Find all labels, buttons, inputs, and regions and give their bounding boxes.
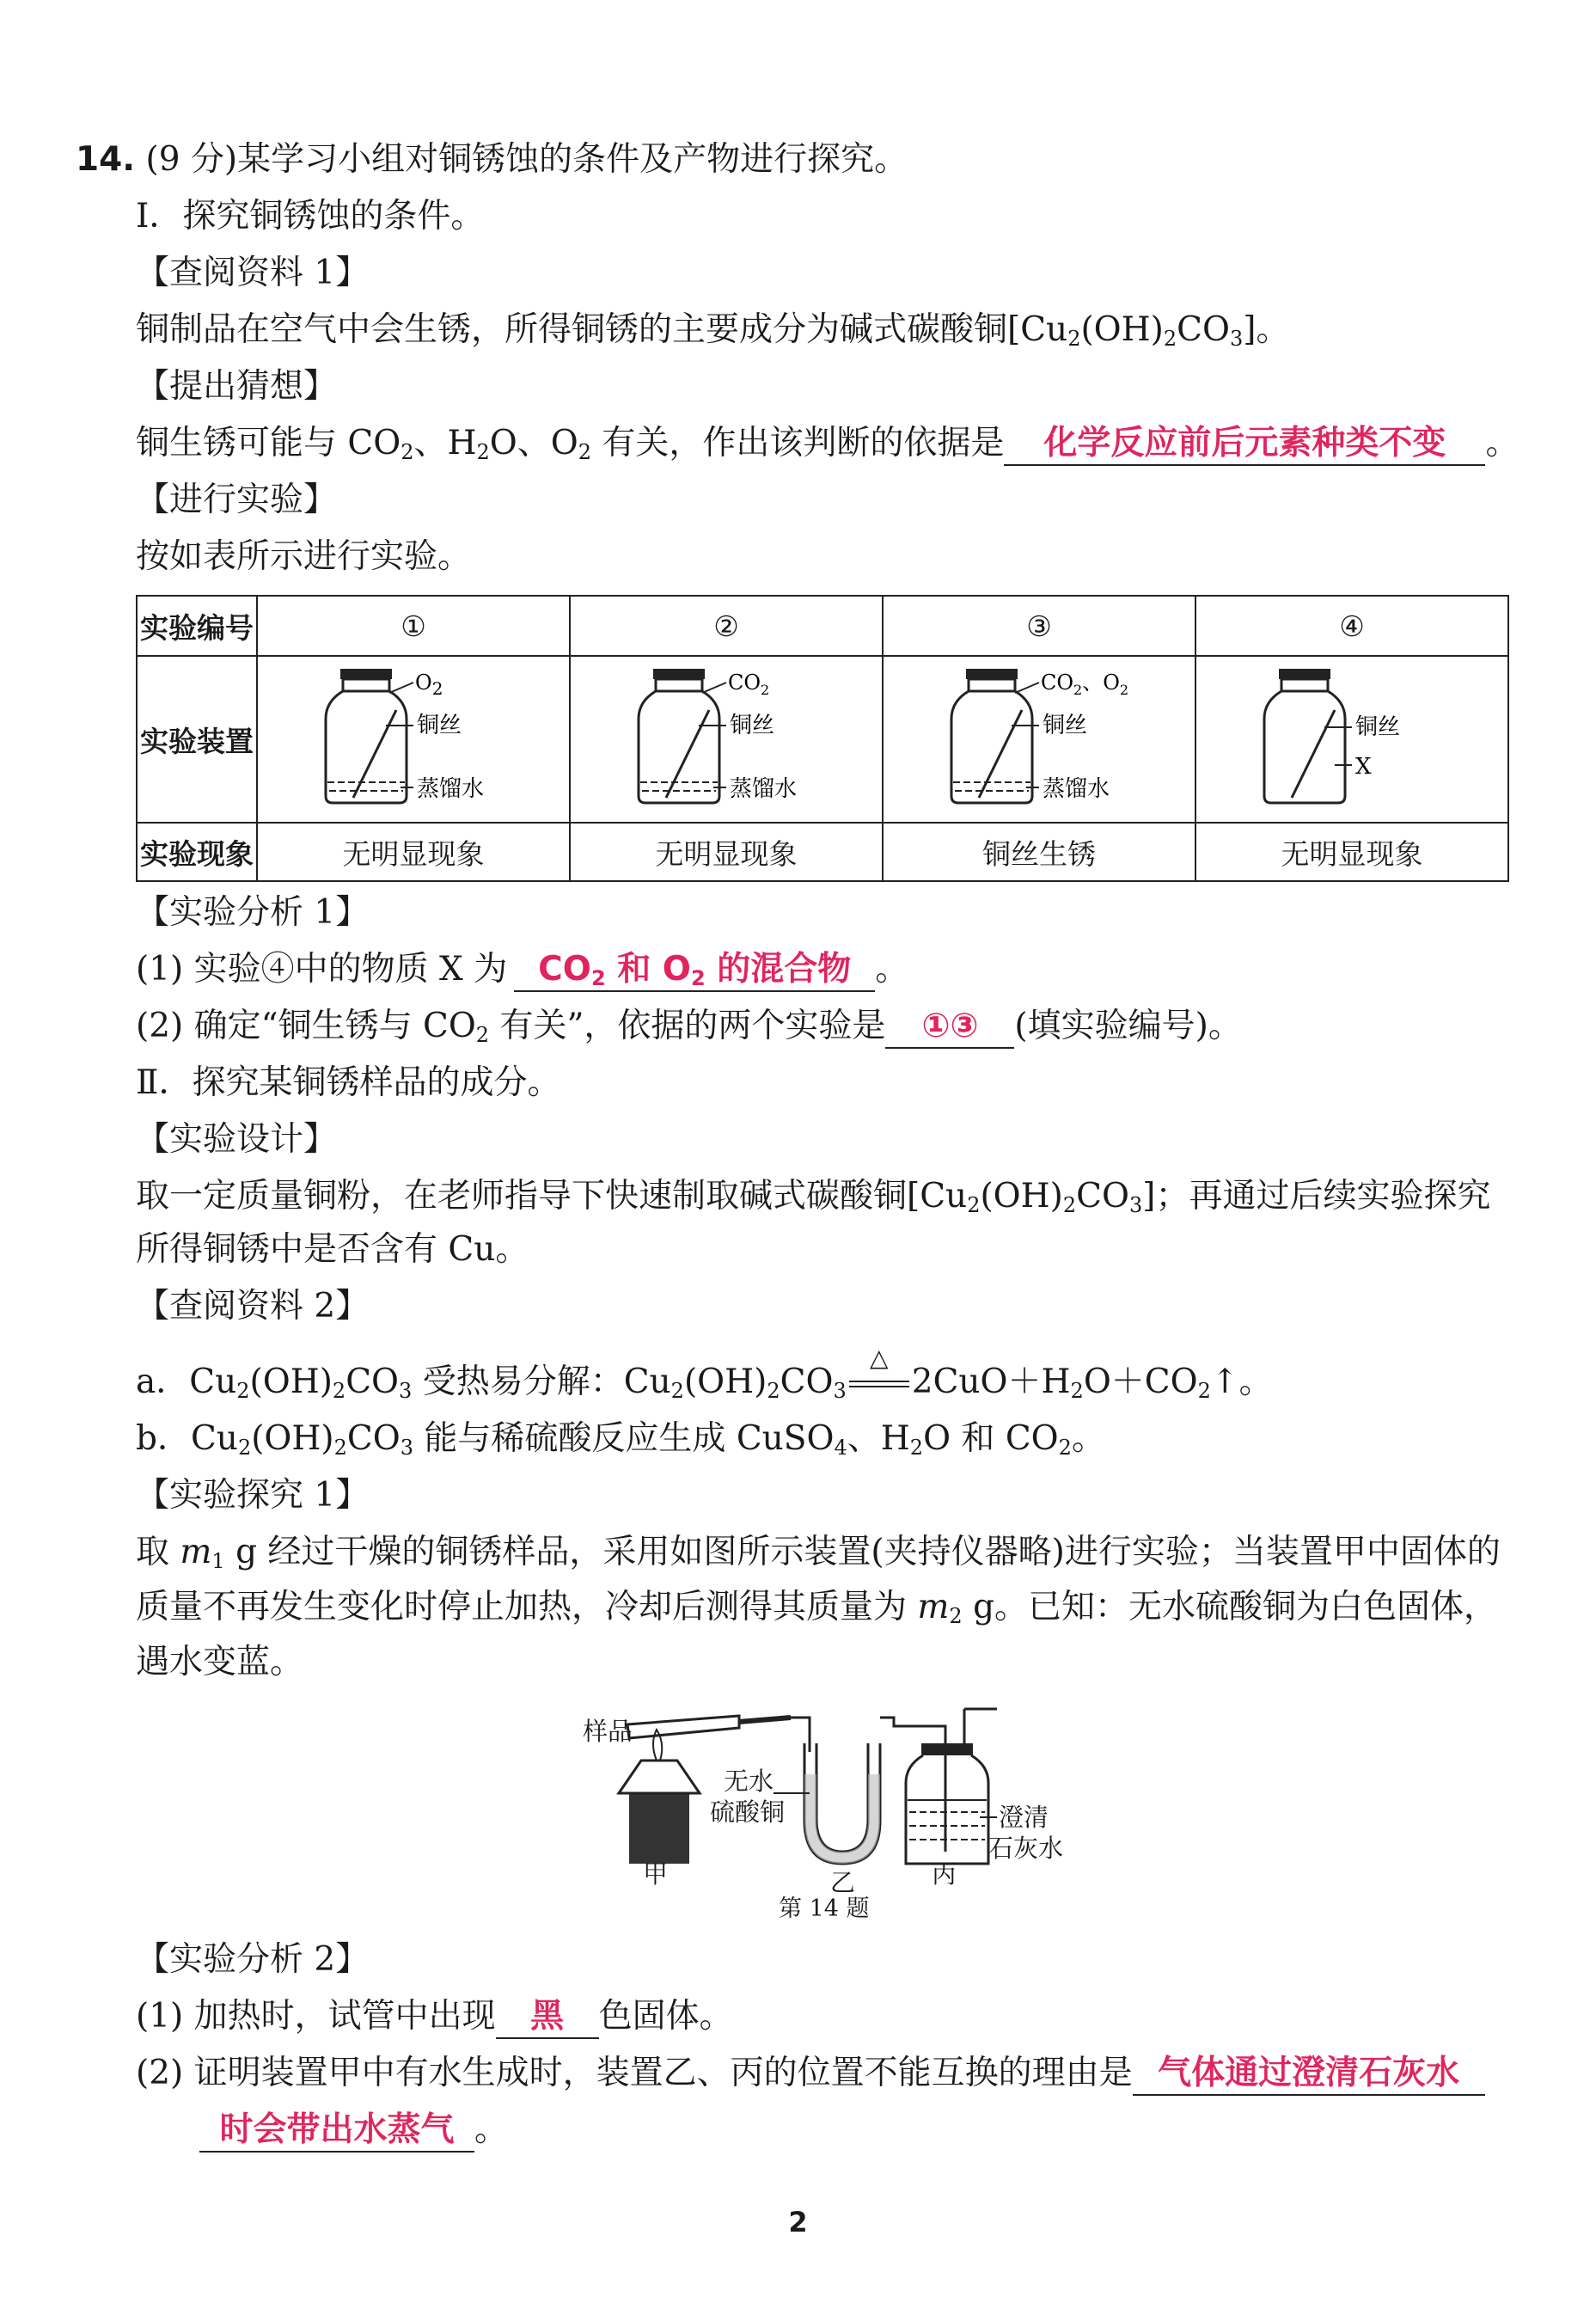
probe-line3: 遇水变蓝。 — [136, 1643, 304, 1681]
jar-diagram-2 — [572, 658, 881, 813]
analysis1-q2-answer: ①③ — [885, 1006, 1014, 1049]
figure-caption: 第 14 题 — [779, 1895, 870, 1922]
analysis1-q1-answer: $CO_2$ 和 $O_2$ 的混合物 — [514, 949, 875, 992]
question-stem: 14. (9 分)某学习小组对铜锈蚀的条件及产物进行探究。 — [76, 140, 908, 179]
device-4 — [1195, 656, 1508, 823]
exp-num-1: ① — [257, 596, 570, 656]
ref2-a: a．$Cu_2(OH)_2CO_3$ 受热易分解：$Cu_2(OH)_2CO_3$ △ $2CuO+H_2O+CO_2↑$。 — [136, 1358, 1273, 1406]
label-x: X — [1355, 754, 1372, 780]
label-wire-1: 铜丝 — [417, 713, 462, 738]
label-yi: 乙 — [830, 1868, 856, 1897]
design-line2: 所得铜锈中是否含有 Cu。 — [136, 1230, 529, 1269]
probe-heading: 【实验探究 1】 — [136, 1476, 370, 1515]
label-bing: 丙 — [932, 1859, 957, 1889]
label-wire-4: 铜丝 — [1355, 714, 1401, 740]
analysis2-q2: (2) 证明装置甲中有水生成时，装置乙、丙的位置不能互换的理由是 气体通过澄清石灰水 — [136, 2049, 1485, 2097]
label-co2-o2: $CO_2$、$O_2$ — [1041, 671, 1129, 698]
label-water-1: 蒸馏水 — [417, 776, 485, 802]
page-number: 2 — [788, 2206, 808, 2238]
phenomenon-2: 无明显现象 — [570, 823, 883, 881]
label-sample: 样品 — [583, 1717, 633, 1746]
experiment-heading: 【进行实验】 — [136, 481, 338, 519]
hypothesis-text: 铜生锈可能与 $CO_2$、$H_2O$、$O_2$ 有关，作出该判断的依据是 化学反应前后元素种类不变 。 — [136, 424, 1520, 464]
label-cuso4-2: 硫酸铜 — [710, 1797, 786, 1827]
analysis2-q1-answer: 黑 — [496, 1996, 599, 2039]
ref1-text: 铜制品在空气中会生锈，所得铜锈的主要成分为碱式碳酸铜$[Cu_2(OH)_2CO_3]$。 — [136, 310, 1290, 351]
exp-num-2: ② — [570, 596, 883, 656]
label-water-2: 蒸馏水 — [730, 776, 798, 802]
analysis2-heading: 【实验分析 2】 — [136, 1940, 370, 1979]
hypothesis-answer: 化学反应前后元素种类不变 — [1004, 423, 1485, 466]
exp-num-4: ④ — [1195, 596, 1508, 656]
device-3 — [883, 656, 1195, 823]
jar-diagram-4 — [1197, 658, 1507, 813]
jar-diagram-1 — [259, 658, 568, 813]
alcohol-lamp — [619, 1761, 700, 1793]
label-cuso4-1: 无水 — [724, 1767, 774, 1796]
heat-condition: △ — [847, 1358, 912, 1406]
header-phenomenon: 实验现象 — [137, 823, 257, 881]
exp-num-3: ③ — [883, 596, 1195, 656]
ref2-b: b．$Cu_2(OH)_2CO_3$ 能与稀硫酸反应生成 CuSO$_4$、$H_2O$ 和 $CO_2$。 — [136, 1419, 1105, 1460]
analysis1-heading: 【实验分析 1】 — [136, 893, 370, 932]
ref1-heading: 【查阅资料 1】 — [136, 254, 370, 292]
phenomenon-3: 铜丝生锈 — [883, 823, 1195, 881]
limewater-bottle — [906, 1755, 988, 1864]
experiment-table — [136, 595, 1509, 882]
label-o2: $O_2$ — [415, 671, 443, 699]
analysis2-q2-answer-1: 气体通过澄清石灰水 — [1133, 2053, 1485, 2096]
test-tube — [627, 1716, 739, 1738]
device-2 — [570, 656, 883, 823]
label-co2: $CO_2$ — [728, 671, 770, 698]
ref2-heading: 【查阅资料 2】 — [136, 1287, 370, 1326]
experiment-text: 按如表所示进行实验。 — [136, 537, 472, 576]
header-device: 实验装置 — [137, 656, 257, 823]
phenomenon-4: 无明显现象 — [1195, 823, 1508, 881]
design-line1: 取一定质量铜粉，在老师指导下快速制取碱式碳酸铜$[Cu_2(OH)_2CO_3]$；再通过后续实验探究 — [136, 1177, 1491, 1217]
label-wire-3: 铜丝 — [1043, 713, 1088, 738]
header-number: 实验编号 — [137, 596, 257, 656]
part1-title: Ⅰ．探究铜锈蚀的条件。 — [136, 197, 485, 236]
device-1 — [257, 656, 570, 823]
label-limewater-1: 澄清 — [999, 1803, 1049, 1832]
label-water-3: 蒸馏水 — [1043, 776, 1110, 802]
part2-title: Ⅱ．探究某铜锈样品的成分。 — [136, 1063, 561, 1102]
jar-diagram-3 — [884, 658, 1194, 813]
analysis2-q2-line2: 时会带出水蒸气 。 — [199, 2106, 508, 2154]
analysis1-q1: (1) 实验④中的物质 X 为 $CO_2$ 和 $O_2$ 的混合物 。 — [136, 950, 909, 990]
burner-base — [629, 1793, 689, 1864]
probe-line2: 质量不再发生变化时停止加热，冷却后测得其质量为 $m_2$ g。已知：无水硫酸铜为白色固体， — [136, 1588, 1498, 1628]
analysis2-q2-answer-2: 时会带出水蒸气 — [199, 2110, 474, 2153]
label-jia: 甲 — [643, 1859, 669, 1889]
analysis1-q2: (2) 确定“铜生锈与 $CO_2$ 有关”，依据的两个实验是 ①③ (填实验编号)。 — [136, 1007, 1242, 1047]
label-wire-2: 铜丝 — [730, 713, 775, 738]
probe-line1: 取 $m_1$ g 经过干燥的铜锈样品，采用如图所示装置(夹持仪器略)进行实验；当装置甲中固体的 — [136, 1533, 1501, 1573]
label-limewater-2: 石灰水 — [988, 1834, 1064, 1863]
design-heading: 【实验设计】 — [136, 1120, 338, 1159]
analysis2-q1: (1) 加热时，试管中出现 黑 色固体。 — [136, 1993, 733, 2041]
question-number: 14. — [76, 140, 136, 179]
hypothesis-heading: 【提出猜想】 — [136, 367, 338, 406]
phenomenon-1: 无明显现象 — [257, 823, 570, 881]
